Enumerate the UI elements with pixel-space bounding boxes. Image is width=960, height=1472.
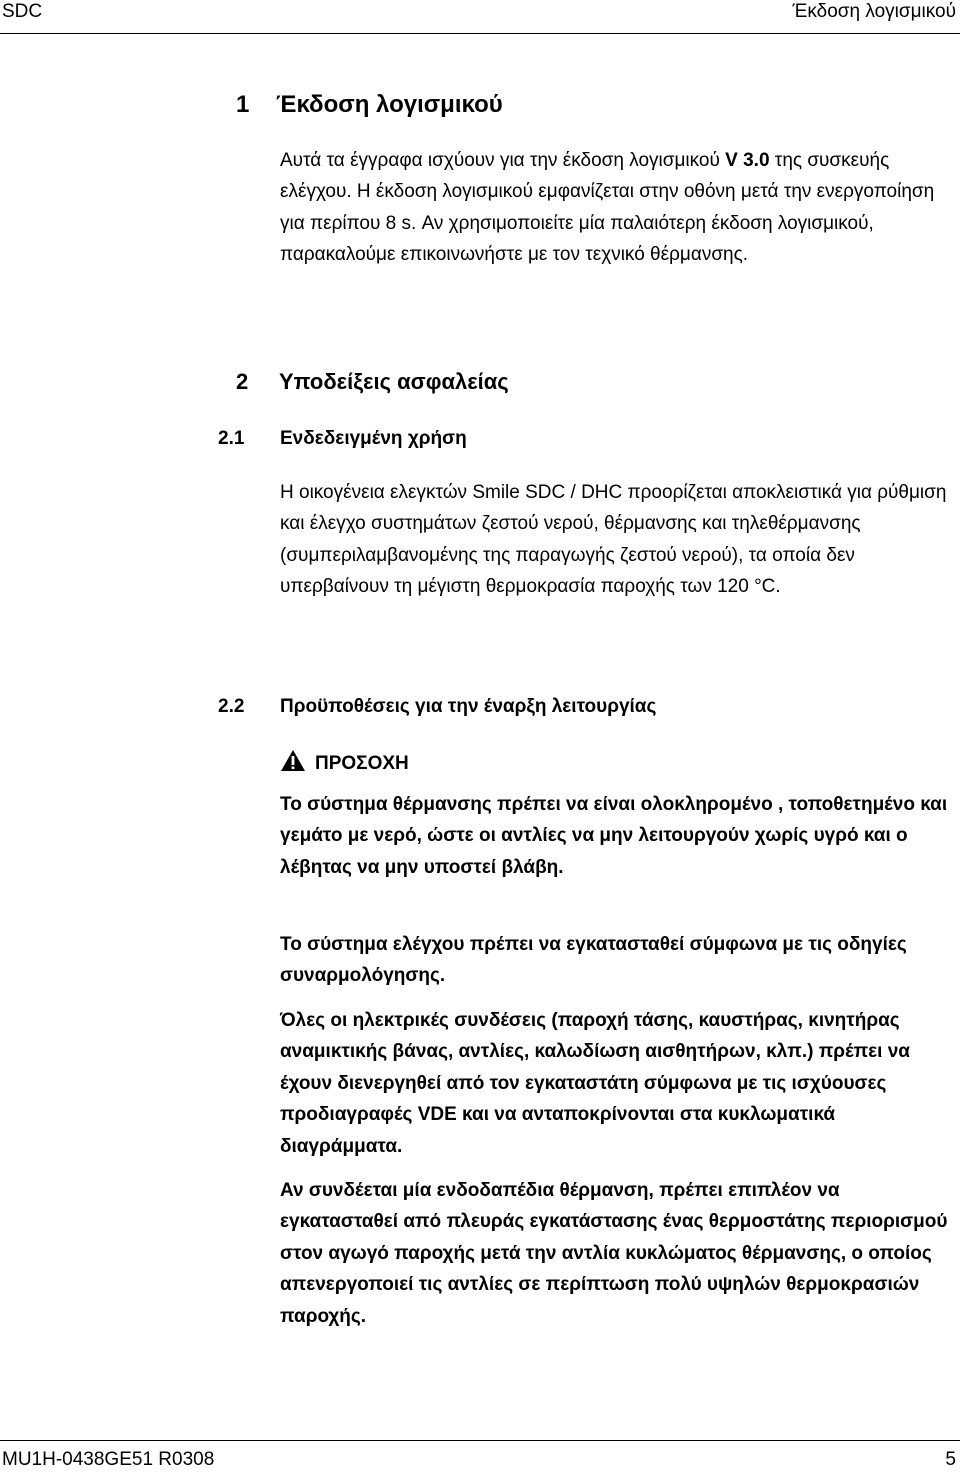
- section-2-heading: [236, 368, 509, 396]
- intro-text-start: Αυτά τα έγγραφα ισχύουν για την έκδοση λογισμικού: [280, 150, 726, 171]
- warning-triangle-icon: [280, 749, 306, 772]
- section-2-1-number: 2.1: [218, 428, 245, 449]
- warning-notice: [280, 749, 409, 777]
- warning-paragraph-system-filled: Το σύστημα θέρμανσης πρέπει να είναι ολοκληρομένο , τοποθετημένο και γεμάτο με νερό, ώστε οι αντλίες να μην λειτουργούν χωρίς υγρό και ο λέβητας να μην υποστεί βλάβη.: [280, 794, 948, 878]
- intro-text-end: της συσκευής ελέγχου. Η έκδοση λογισμικού εμφανίζεται στην οθόνη μετά την ενεργοποίηση για περίπου 8 s. Αν χρησιμοποιείτε μία παλαιότερη έκδοση λογισμικού, παρακαλούμε επικοινωνήστε με τον τεχνικό θέρμανσης.: [280, 150, 935, 266]
- header-section-title: Έκδοση λογισμικού: [792, 1, 956, 22]
- header-product: SDC: [2, 1, 43, 22]
- software-version-paragraph: [280, 145, 948, 271]
- section-2-1-heading: [218, 427, 467, 451]
- section-2-2-title: Προϋποθέσεις για την έναρξη λειτουργίας: [280, 696, 657, 717]
- document-code: MU1H-0438GE51 R0308: [2, 1449, 215, 1470]
- section-1-number: 1: [236, 91, 250, 118]
- warning-label: ΠΡΟΣΟΧΗ: [315, 753, 409, 774]
- page-number: 5: [945, 1449, 956, 1470]
- section-2-2-heading: [218, 695, 656, 719]
- software-version: V 3.0: [725, 150, 770, 171]
- section-2-1-title: Ενδεδειγμένη χρήση: [280, 428, 467, 449]
- section-2-2-number: 2.2: [218, 696, 245, 717]
- warning-paragraph-electrical: Όλες οι ηλεκτρικές συνδέσεις (παροχή τάσης, καυστήρας, κινητήρας αναμικτικής βάνας, αντλίες, καλωδίωση αισθητήρων, κλπ.) πρέπει να έχουν διενεργηθεί από τον εγκαταστάτη σύμφωνα με τις ισχύουσες προδιαγραφές VDE και να ανταποκρίνονται στα κυκλωματικά διαγράμματα.: [280, 1010, 910, 1157]
- intended-use-paragraph: Η οικογένεια ελεγκτών Smile SDC / DHC προορίζεται αποκλειστικά για ρύθμιση και έλεγχο συστημάτων ζεστού νερού, θέρμανσης και τηλεθέρμανσης (συμπεριλαμβανομένης της παραγωγής ζεστού νερού), τα οποία δεν υπερβαίνουν τη μέγιστη θερμοκρασία παροχής των 120 °C.: [280, 482, 947, 598]
- section-2-number: 2: [236, 369, 249, 394]
- section-1-heading: [236, 90, 503, 120]
- warning-paragraph-installation: Το σύστημα ελέγχου πρέπει να εγκατασταθεί σύμφωνα με τις οδηγίες συναρμολόγησης.: [280, 934, 907, 987]
- warning-paragraph-floor-heating: Αν συνδέεται μία ενδοδαπέδια θέρμανση, πρέπει επιπλέον να εγκατασταθεί από πλευράς εγκατάστασης ένας θερμοστάτης περιορισμού στον αγωγό παροχής μετά την αντλία κυκλώματος θέρμανσης, ο οποίος απενεργοποιεί τις αντλίες σε περίπτωση πολύ υψηλών θερμοκρασιών παροχής.: [280, 1180, 948, 1327]
- header-rule: [0, 33, 960, 34]
- section-2-title: Υποδείξεις ασφαλείας: [279, 369, 509, 394]
- footer-rule: [0, 1440, 960, 1441]
- section-1-title: Έκδοση λογισμικού: [276, 91, 503, 118]
